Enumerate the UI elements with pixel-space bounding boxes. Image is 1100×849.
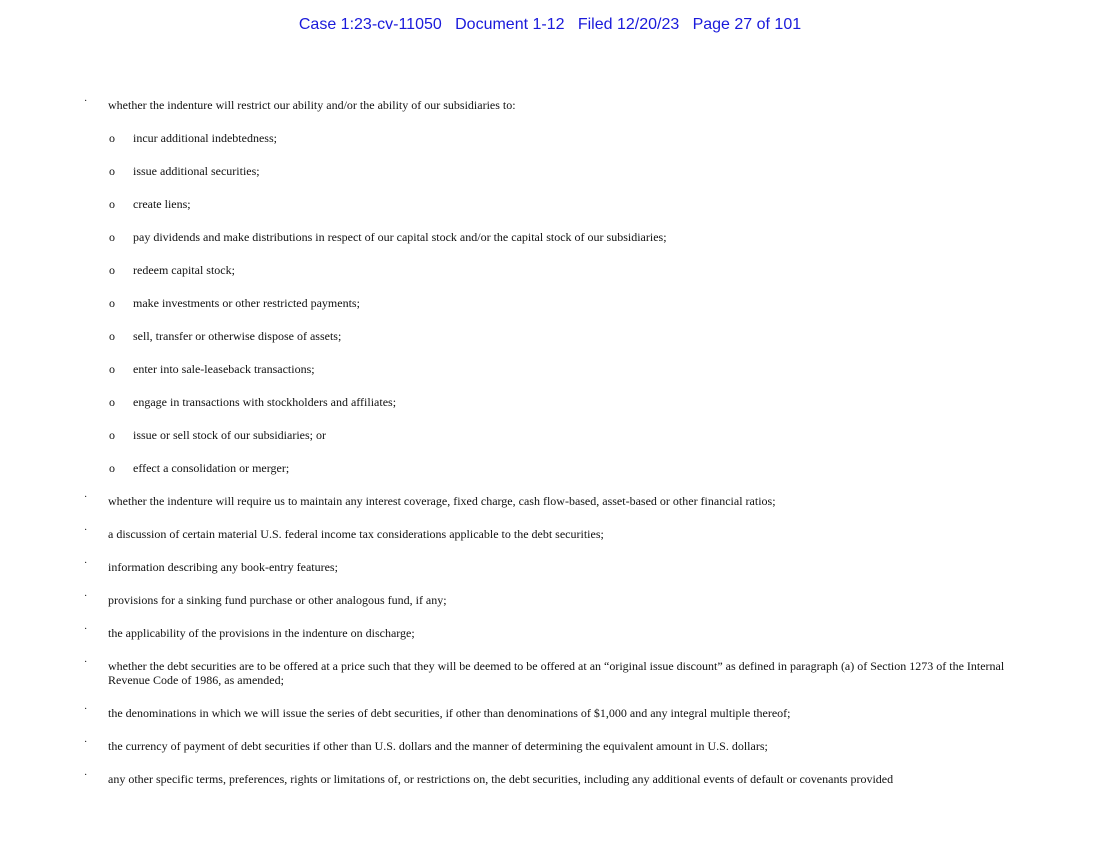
sub-item-text: sell, transfer or otherwise dispose of assets; <box>133 329 342 343</box>
sub-bullet-marker: o <box>109 395 115 409</box>
sub-item-text: create liens; <box>133 197 191 211</box>
bullet-text: any other specific terms, preferences, rights or limitations of, or restrictions on, the debt securities, including any additional events of default or covenants provided <box>108 772 894 786</box>
bullet-item <box>0 659 1100 687</box>
sub-bullet-marker: o <box>109 131 115 145</box>
sub-item-text: pay dividends and make distributions in respect of our capital stock and/or the capital stock of our subsidiaries; <box>133 230 667 244</box>
bullet-item <box>0 560 1100 574</box>
sub-item-text: issue additional securities; <box>133 164 260 178</box>
sub-item <box>0 131 1100 145</box>
sub-item <box>0 362 1100 376</box>
sub-bullet-marker: o <box>109 230 115 244</box>
bullet-marker: · <box>84 96 88 107</box>
bullet-text: provisions for a sinking fund purchase or other analogous fund, if any; <box>108 593 447 607</box>
bullet-text: a discussion of certain material U.S. federal income tax considerations applicable to the debt securities; <box>108 527 604 541</box>
sub-item-text: enter into sale-leaseback transactions; <box>133 362 315 376</box>
bullet-marker: · <box>84 492 88 503</box>
sub-bullet-marker: o <box>109 164 115 178</box>
sub-item <box>0 230 1100 244</box>
sub-item <box>0 395 1100 409</box>
bullet-marker: · <box>84 558 88 569</box>
bullet-item <box>0 98 1100 112</box>
sub-bullet-marker: o <box>109 461 115 475</box>
document-body <box>0 98 1100 805</box>
sub-item-text: effect a consolidation or merger; <box>133 461 290 475</box>
sub-item <box>0 296 1100 310</box>
sub-item <box>0 461 1100 475</box>
bullet-text: whether the debt securities are to be offered at a price such that they will be deemed to be offered at an “original issue discount” as defined in paragraph (a) of Section 1273 of the Internal Revenue Code of 1986, as amended; <box>108 659 1005 687</box>
bullet-item <box>0 626 1100 640</box>
sub-item-text: engage in transactions with stockholders and affiliates; <box>133 395 397 409</box>
sub-item <box>0 164 1100 178</box>
sub-bullet-marker: o <box>109 263 115 277</box>
bullet-item <box>0 772 1100 786</box>
bullet-marker: · <box>84 770 88 781</box>
bullet-item <box>0 593 1100 607</box>
sub-bullet-marker: o <box>109 362 115 376</box>
bullet-item <box>0 494 1100 508</box>
bullet-marker: · <box>84 624 88 635</box>
bullet-item <box>0 527 1100 541</box>
bullet-marker: · <box>84 657 88 668</box>
sub-item-text: redeem capital stock; <box>133 263 235 277</box>
sub-item-text: make investments or other restricted payments; <box>133 296 360 310</box>
sub-item-text: issue or sell stock of our subsidiaries; or <box>133 428 326 442</box>
bullet-marker: · <box>84 591 88 602</box>
bullet-marker: · <box>84 704 88 715</box>
sub-bullet-marker: o <box>109 197 115 211</box>
bullet-marker: · <box>84 737 88 748</box>
bullet-text: the denominations in which we will issue the series of debt securities, if other than denominations of $1,000 and any integral multiple thereof; <box>108 706 791 720</box>
bullet-marker: · <box>84 525 88 536</box>
sub-item <box>0 428 1100 442</box>
bullet-text: the applicability of the provisions in the indenture on discharge; <box>108 626 415 640</box>
sub-bullet-marker: o <box>109 329 115 343</box>
bullet-text: information describing any book-entry features; <box>108 560 338 574</box>
case-header: Case 1:23-cv-11050 Document 1-12 Filed 12/20/23 Page 27 of 101 <box>298 16 802 33</box>
bullet-item <box>0 706 1100 720</box>
bullet-item <box>0 739 1100 753</box>
bullet-text: the currency of payment of debt securities if other than U.S. dollars and the manner of determining the equivalent amount in U.S. dollars; <box>108 739 768 753</box>
sub-item <box>0 263 1100 277</box>
sub-item-text: incur additional indebtedness; <box>133 131 277 145</box>
sub-bullet-marker: o <box>109 296 115 310</box>
sub-item <box>0 197 1100 211</box>
bullet-text: whether the indenture will require us to maintain any interest coverage, fixed charge, cash flow-based, asset-based or other financial ratios; <box>108 494 776 508</box>
sub-bullet-marker: o <box>109 428 115 442</box>
sub-item <box>0 329 1100 343</box>
bullet-text: whether the indenture will restrict our ability and/or the ability of our subsidiaries to: <box>108 98 516 112</box>
